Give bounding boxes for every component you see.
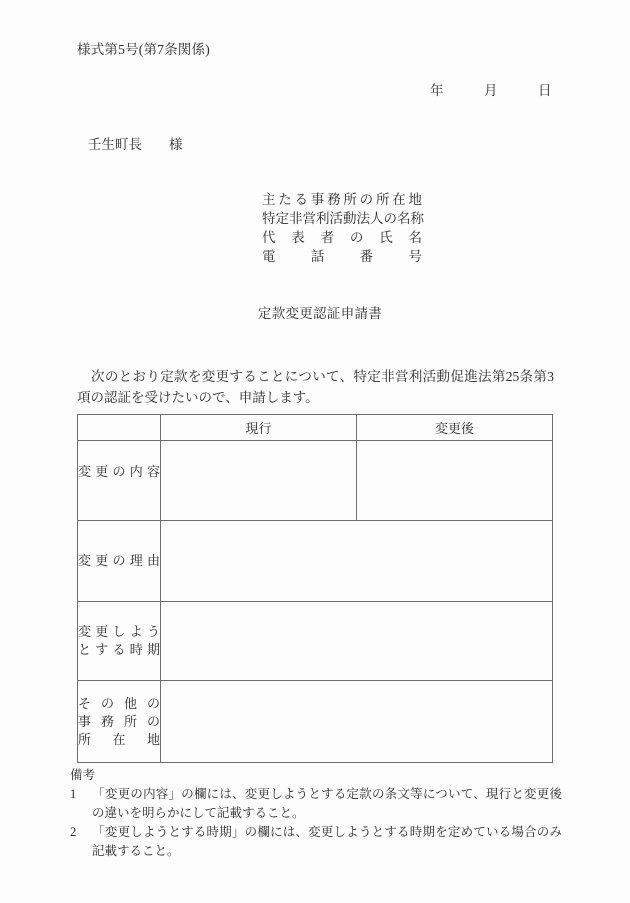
row-label-change-reason (78, 521, 161, 602)
field-change-content-current[interactable] (161, 441, 357, 521)
change-details-table (77, 414, 553, 763)
date-line: 年 月 日 (430, 83, 552, 98)
row-label-change-timing (78, 602, 161, 681)
body-paragraph: 次のとおり定款を変更することについて、特定非営利活動促進法第25条第3項の認証を受けたいので、申請します。 (77, 369, 554, 405)
header-blank-cell (78, 415, 161, 441)
table-row-change-reason (78, 521, 553, 602)
remarks-item-number: 2 (70, 825, 77, 839)
applicant-info-block (262, 190, 422, 266)
row-label-line: 所在地 (78, 731, 160, 747)
table-header-row (78, 415, 553, 441)
remarks-item (70, 823, 562, 861)
row-label-line: その他の (78, 695, 160, 711)
applicant-representative-name-label: 代表者の氏名 (262, 230, 422, 245)
remarks-section (70, 766, 562, 861)
applicant-office-address-label: 主たる事務所の所在地 (262, 192, 422, 207)
remarks-item-number: 1 (70, 787, 77, 801)
row-label-line: 事務所の (78, 713, 160, 729)
row-label-line: 変更の理由 (78, 553, 160, 568)
remarks-item-text: 「変更の内容」の欄には、変更しようとする定款の条文等について、現行と変更後の違いを明らかにして記載すること。 (92, 787, 562, 820)
field-other-offices[interactable] (161, 681, 553, 763)
row-label-line: 変更しよう (78, 624, 160, 639)
row-label-line: 変更の内容 (78, 464, 160, 479)
page-title (0, 302, 630, 322)
remarks-item-text: 「変更しようとする時期」の欄には、変更しようとする時期を定めている場合のみ記載すること。 (92, 825, 562, 858)
field-change-reason[interactable] (161, 521, 553, 602)
header-after-change: 変更後 (357, 415, 553, 441)
applicant-phone-number-label: 電話番号 (262, 249, 422, 264)
header-current: 現行 (161, 415, 357, 441)
row-label-change-content (78, 441, 161, 521)
table-row-other-offices (78, 681, 553, 763)
form-number: 様式第5号(第7条関係) (77, 42, 210, 57)
table-row-change-timing (78, 602, 553, 681)
field-change-content-after[interactable] (357, 441, 553, 521)
addressee-line: 壬生町長 様 (88, 137, 183, 152)
remarks-item (70, 785, 562, 823)
field-change-timing[interactable] (161, 602, 553, 681)
applicant-corporation-name-label: 特定非営利活動法人の名称 (262, 211, 424, 226)
row-label-line: とする時期 (78, 642, 160, 657)
table-row-change-content (78, 441, 553, 521)
row-label-other-offices (78, 681, 161, 763)
page-title-text: 定款変更認証申請書 (257, 306, 383, 321)
remarks-title: 備考 (70, 768, 96, 782)
